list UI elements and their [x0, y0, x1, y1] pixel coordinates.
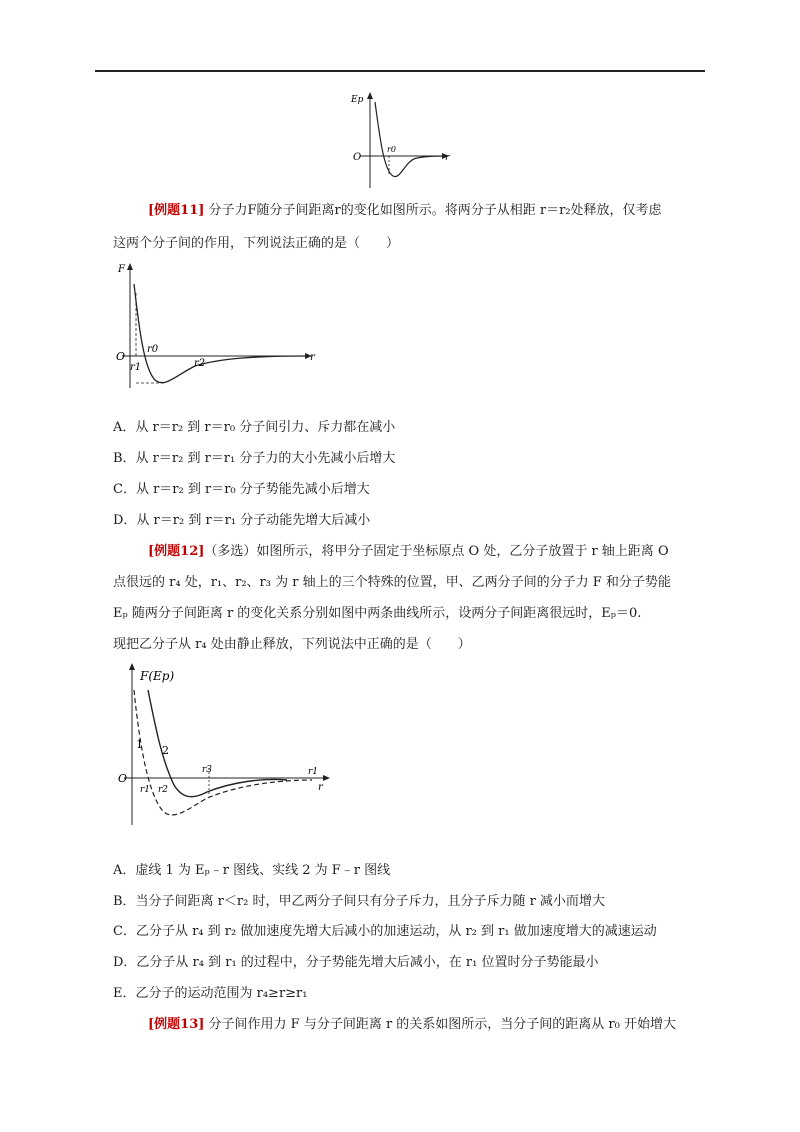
ex12-option-e: E．乙分子的运动范围为 r₄≥r≥r₁ [113, 986, 308, 1001]
f-label: F [118, 264, 125, 275]
y-axis-arrow [127, 263, 133, 270]
r2-label: r2 [158, 785, 169, 795]
r0-label: r0 [387, 145, 396, 154]
curve-2-label: 2 [162, 744, 169, 757]
ex12-line3: Eₚ 随两分子间距离 r 的变化关系分别如图中两条曲线所示，设两分子间距离很远时，Eₚ＝0. [113, 606, 642, 621]
r3-label: r3 [202, 765, 213, 775]
f-ep-label: F(Ep) [140, 669, 175, 683]
f-ep-r-graph [112, 660, 337, 830]
ex11-option-b: B．从 r＝r₂ 到 r＝r₁ 分子力的大小先减小后增大 [113, 451, 396, 466]
r1-label: r1 [140, 785, 151, 795]
ex12-option-b: B．当分子间距离 r＜r₂ 时，甲乙两分子间只有分子斥力，且分子斥力随 r 减小而增大 [113, 894, 605, 909]
curve-1-label: 1 [136, 738, 143, 751]
ep-label: Ep [351, 95, 364, 105]
ex11-option-c: C．从 r＝r₂ 到 r＝r₀ 分子势能先减小后增大 [113, 482, 370, 497]
ex11-text1: 分子力F随分子间距离r的变化如图所示。将两分子从相距 r＝r₂处释放，仅考虑 [204, 203, 662, 218]
f-r-graph [110, 258, 320, 398]
r0-label: r0 [147, 344, 159, 355]
r1-label: r1 [130, 362, 142, 373]
ex11-line2: 这两个分子间的作用，下列说法正确的是（ ） [113, 236, 400, 251]
r-label: r [445, 153, 450, 163]
origin-label: O [116, 350, 126, 363]
ex13-text1: 分子间作用力 F 与分子间距离 r 的关系如图所示，当分子间的距离从 r₀ 开始增大 [204, 1017, 676, 1032]
r2-label: r2 [194, 358, 206, 369]
y-axis-arrow [129, 663, 135, 670]
force-curve [134, 284, 305, 383]
r-label: r [310, 352, 315, 363]
ep-r-graph [345, 90, 455, 190]
ex12-option-d: D．乙分子从 r₄ 到 r₁ 的过程中，分子势能先增大后减小，在 r₁ 位置时分子势能最小 [113, 955, 599, 970]
ex12-tag: [例题12] [148, 544, 205, 559]
ex12-line4: 现把乙分子从 r₄ 处由静止释放，下列说法中正确的是（ ） [113, 637, 471, 652]
header-rule [95, 70, 705, 72]
ex12-text1: （多选）如图所示，将甲分子固定于坐标原点 O 处，乙分子放置于 r 轴上距离 O [204, 544, 669, 559]
ex11-line1 [148, 201, 662, 221]
ex13-line1 [148, 1015, 676, 1035]
x-axis-arrow [323, 775, 330, 781]
dashed-curve-1 [134, 690, 312, 815]
ex13-tag: [例题13] [148, 1017, 205, 1032]
origin-label: O [353, 152, 362, 163]
ex12-option-a: A．虚线 1 为 Eₚ﹣r 图线、实线 2 为 F﹣r 图线 [113, 863, 391, 878]
r-end-label: r1 [308, 767, 319, 777]
y-axis-arrow [367, 92, 373, 99]
ep-curve [375, 102, 445, 177]
origin-label: O [118, 772, 128, 785]
ex12-option-c: C．乙分子从 r₄ 到 r₂ 做加速度先增大后减小的加速运动，从 r₂ 到 r₁ 做加速度增大的减速运动 [113, 924, 657, 939]
ex12-line1 [148, 542, 669, 562]
ex11-option-a: A．从 r＝r₂ 到 r＝r₀ 分子间引力、斥力都在减小 [113, 420, 396, 435]
r-axis-label: r [318, 782, 323, 793]
ex11-tag: [例题11] [148, 203, 205, 218]
ex11-option-d: D．从 r＝r₂ 到 r＝r₁ 分子动能先增大后减小 [113, 513, 371, 528]
ex12-line2: 点很远的 r₄ 处，r₁、r₂、r₃ 为 r 轴上的三个特殊的位置，甲、乙两分子间的分子力 F 和分子势能 [113, 575, 671, 590]
